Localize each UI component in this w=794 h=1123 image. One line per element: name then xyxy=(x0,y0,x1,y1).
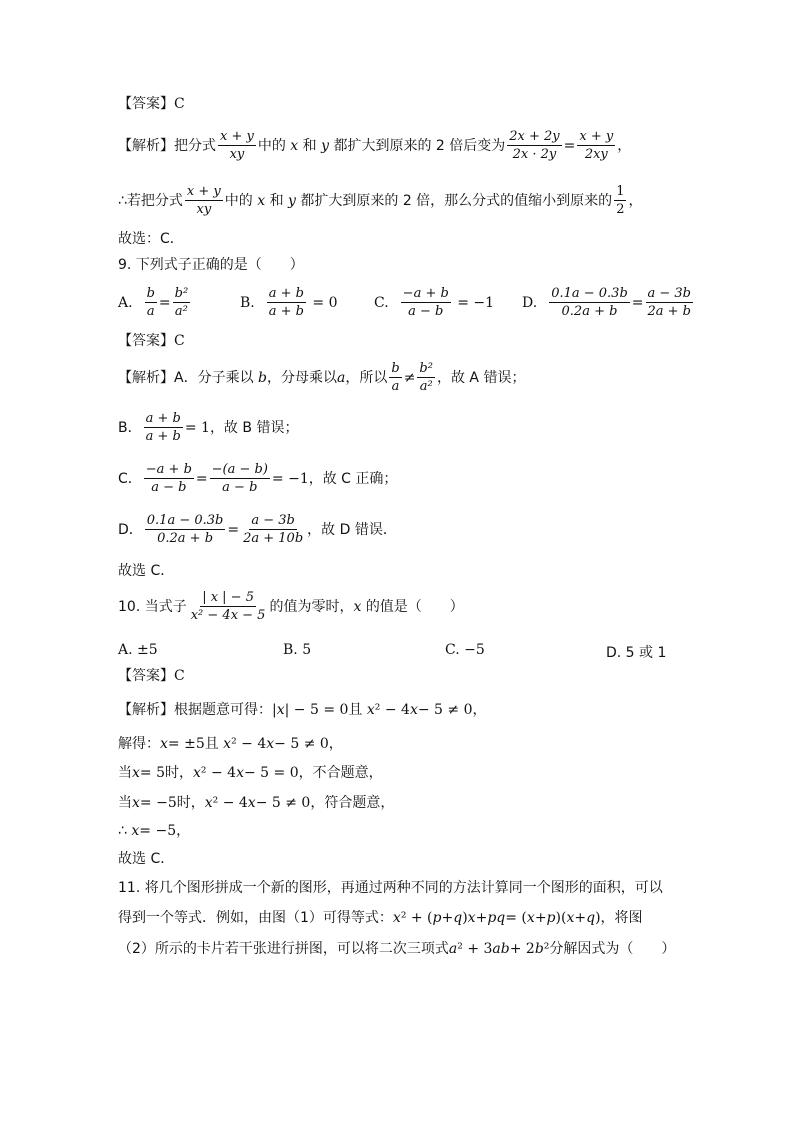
q10-stem: 10. 当式子 | x | − 5 x² − 4x − 5 的值为零时， x 的值是（ ） xyxy=(118,590,464,623)
analysis-tag: 【解析】 xyxy=(118,137,174,154)
q9-option-c: C. $\frac{-a + b}{a - b}$ = −1 xyxy=(374,286,495,319)
fraction-one-half: 1 2 xyxy=(616,184,625,217)
q9-analysis-d: D． $\frac{0.1a - 0.3b}{0.2a + b}$ = $\frac{a - 3b}{2a + 10b}$ ，故 D 错误． xyxy=(118,513,397,546)
q9-analysis-a: 【解析】 A．分子乘以 b ，分母乘以 a ，所以 b a ≠ b² a² ，故 A 错误； xyxy=(118,361,526,394)
fraction-x-plus-y-over-xy: x + y xy xyxy=(220,129,254,162)
fraction-reduced: $\frac{x + y}{2xy}$ xyxy=(579,129,614,162)
q10-analysis-4: 当 x = −5 时， x ² − 4 x − 5 ≠ 0 ，符合题意， xyxy=(118,795,395,811)
q9-option-b: B. $\frac{a + b}{a + b}$ = 0 xyxy=(240,286,338,319)
fraction-scaled: $\frac{2x + 2y}{2x \cdot 2y}$ xyxy=(509,129,560,162)
q9-conclusion: 故选 C． xyxy=(118,563,175,579)
q10-analysis-2: 解得： x = ±5 且 x ² − 4 x − 5 ≠ 0， xyxy=(118,736,343,752)
q8-analysis-line-1: 【解析】 把分式 x + y xy 中的 x 和 y 都扩大到原来的 2 倍后变为 $\frac{2x + 2y}{2x \cdot 2y}$ = $\frac{x + y}{2xy}$ ， xyxy=(118,129,632,162)
q10-conclusion: 故选 C． xyxy=(118,851,175,867)
q10-analysis-5: ∴ x = −5， xyxy=(118,823,191,839)
q10-option-b: B. 5 xyxy=(283,642,312,658)
q9-stem: 9. 下列式子正确的是（ ） xyxy=(118,257,304,273)
q10-option-a: A. ±5 xyxy=(118,642,158,658)
q9-answer-line: 【答案】 C xyxy=(118,333,185,349)
q10-analysis-1: 【解析】 根据题意可得： | x | − 5 = 0 且 x ² − 4 x − 5 ≠ 0， xyxy=(118,702,487,718)
q9-analysis-c: C． $\frac{-a + b}{a - b}$ = $\frac{-(a - b)}{a - b}$ = −1 ，故 C 正确； xyxy=(118,462,398,495)
q10-analysis-3: 当 x = 5 时， x ² − 4 x − 5 = 0 ，不合题意， xyxy=(118,765,383,781)
q8-analysis-line-2: ∴若把分式 x + y xy 中的 x 和 y 都扩大到原来的 2 倍，那么分式的值缩小到原来的 1 2 ， xyxy=(118,184,643,217)
q10-answer-line: 【答案】 C xyxy=(118,668,185,684)
q9-analysis-b: B． $\frac{a + b}{a + b}$ = 1 ，故 B 错误； xyxy=(118,411,299,444)
q10-option-d: D. 5 或 1 xyxy=(606,645,667,661)
q9-option-d: D. $\frac{0.1a - 0.3b}{0.2a + b}$ = $\frac{a - 3b}{2a + b}$ xyxy=(522,286,692,319)
q8-answer: C xyxy=(174,96,185,112)
q11-line-3: （2）所示的卡片若干张进行拼图，可以将二次三项式 a ² + 3 ab + 2 b ² 分解因式为（ ） xyxy=(118,941,676,957)
q8-answer-line xyxy=(118,97,185,111)
q9-option-a: A. $\frac{b}{a}$ = $\frac{\text{b²}}{\text{a²}}$ xyxy=(118,286,189,319)
q8-conclusion: 故选：C． xyxy=(118,231,184,247)
fraction-x-plus-y-over-xy: x + y xy xyxy=(186,184,221,217)
q11-line-1: 11. 将几个图形拼成一个新的图形，再通过两种不同的方法计算同一个图形的面积，可以 xyxy=(118,880,663,896)
q11-line-2: 得到一个等式．例如，由图（1）可得等式： x ² + ( p + q ) x + pq = ( x + p )( x + q ) ，将图 xyxy=(118,910,643,926)
q10-option-c: C. −5 xyxy=(445,642,485,658)
answer-tag: 【答案】 xyxy=(118,96,174,112)
